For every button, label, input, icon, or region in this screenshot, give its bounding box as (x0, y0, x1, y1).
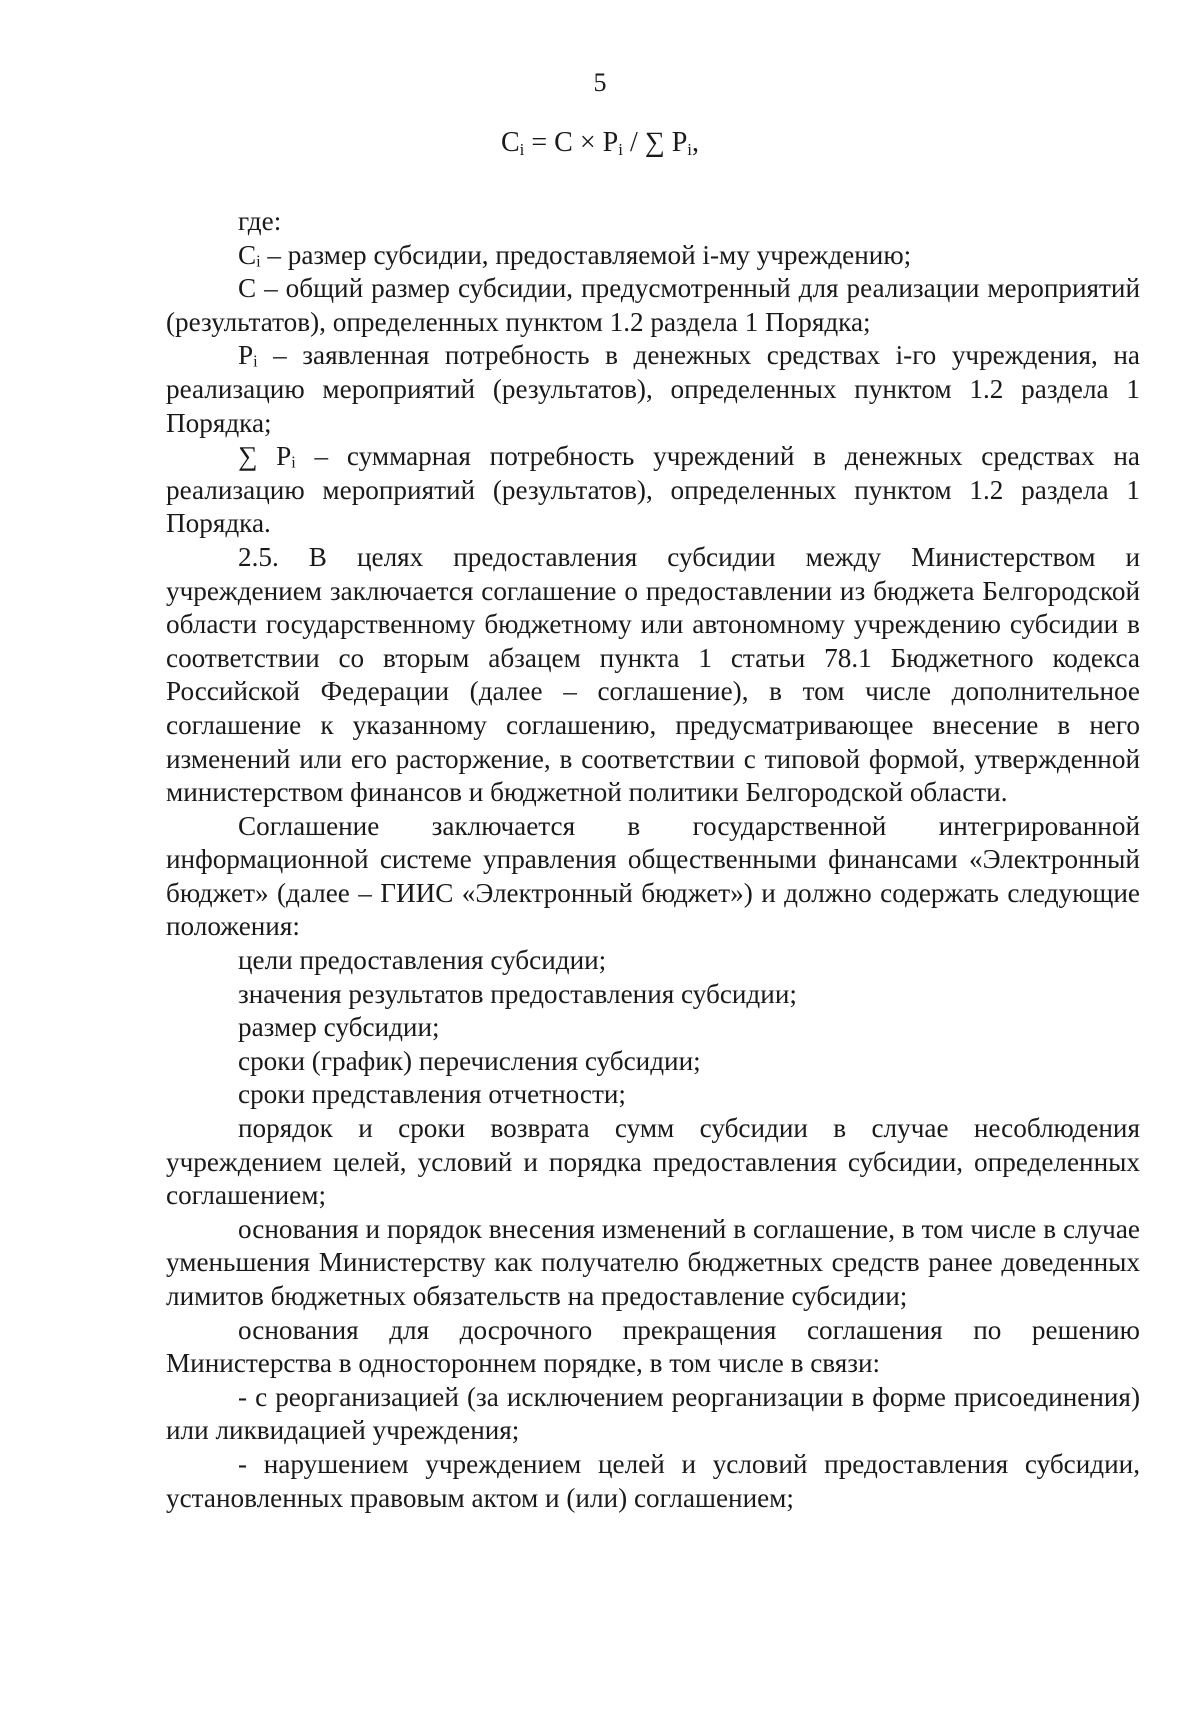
list-item-refund: порядок и сроки возврата сумм субсидии в случае несоблюдения учреждением целей, условий и порядка предоставления субсидии, определенных соглашением; (166, 1113, 1140, 1211)
list-item-violation: - нарушением учреждением целей и условий предоставления субсидии, установленных правовым актом и (или) соглашением; (166, 1448, 1140, 1513)
list-item-amount: размер субсидии; (238, 1012, 440, 1043)
list-item-amendments: основания и порядок внесения изменений в соглашение, в том числе в случае уменьшения Министерству как получателю бюджетных средств ранее доведенных лимитов бюджетных обязательств на предоставление субсидии; (166, 1213, 1140, 1311)
formula-pi-sum: $P_i$ (671, 127, 693, 159)
list-item-goals: цели предоставления субсидии; (238, 945, 607, 976)
formula-ci: $C_i$ (500, 127, 525, 159)
formula-times: × (579, 127, 596, 158)
formula-c: C (554, 127, 573, 158)
paragraph-2-5: 2.5. В целях предоставления субсидии между Министерством и учреждением заключается соглашение о предоставлении из бюджета Белгородской области государственному бюджетному или автономному учреждению субсидии в соответствии со вторым абзацем пункта 1 статьи 78.1 Бюджетного кодекса Российской Федерации (далее – соглашение), в том числе дополнительное соглашение к указанному соглашению, предусматривающее внесение в него изменений или его расторжение, в соответствии с типовой формой, утвержденной министерством финансов и бюджетной политики Белгородской области. (166, 541, 1140, 808)
list-item-reporting: сроки представления отчетности; (238, 1079, 626, 1110)
formula-equals: = (531, 127, 548, 158)
paragraph-where: где: (238, 206, 282, 236)
paragraph-c-definition: С – общий размер субсидии, предусмотренный для реализации мероприятий (результатов), определенных пунктом 1.2 раздела 1 Порядка; (166, 273, 1140, 337)
document-body (166, 205, 1140, 1515)
list-item-results: значения результатов предоставления субсидии; (238, 978, 797, 1009)
paragraph-agreement-giis: Соглашение заключается в государственной интегрированной информационной системе управления общественными финансами «Электронный бюджет» (далее – ГИИС «Электронный бюджет») и должно содержать следующие положения: (166, 810, 1140, 942)
formula: $C_i = C \times P_i$ / ∑ $P_i$, (500, 127, 700, 159)
paragraph-sum-pi-definition: ∑ Pᵢ – суммарная потребность учреждений в денежных средствах на реализацию мероприятий (результатов), определенных пунктом 1.2 раздела 1 Порядка. (166, 441, 1140, 539)
paragraph-pi-definition: Pᵢ – заявленная потребность в денежных средствах i-го учреждения, на реализацию мероприятий (результатов), определенных пунктом 1.2 раздела 1 Порядка; (166, 340, 1140, 438)
page-number: 5 (593, 68, 607, 97)
formula-pi: $P_i$ (602, 127, 623, 159)
formula-sum: ∑ (644, 127, 665, 158)
list-item-termination: основания для досрочного прекращения соглашения по решению Министерства в одностороннем порядке, в том числе в связи: (166, 1314, 1140, 1379)
formula-slash: / (629, 127, 638, 158)
paragraph-ci-definition: Cᵢ – размер субсидии, предоставляемой i-му учреждению; (238, 239, 912, 270)
list-item-schedule: сроки (график) перечисления субсидии; (238, 1045, 701, 1076)
list-item-reorganization: - с реорганизацией (за исключением реорганизации в форме присоединения) или ликвидацией учреждения; (166, 1381, 1140, 1446)
